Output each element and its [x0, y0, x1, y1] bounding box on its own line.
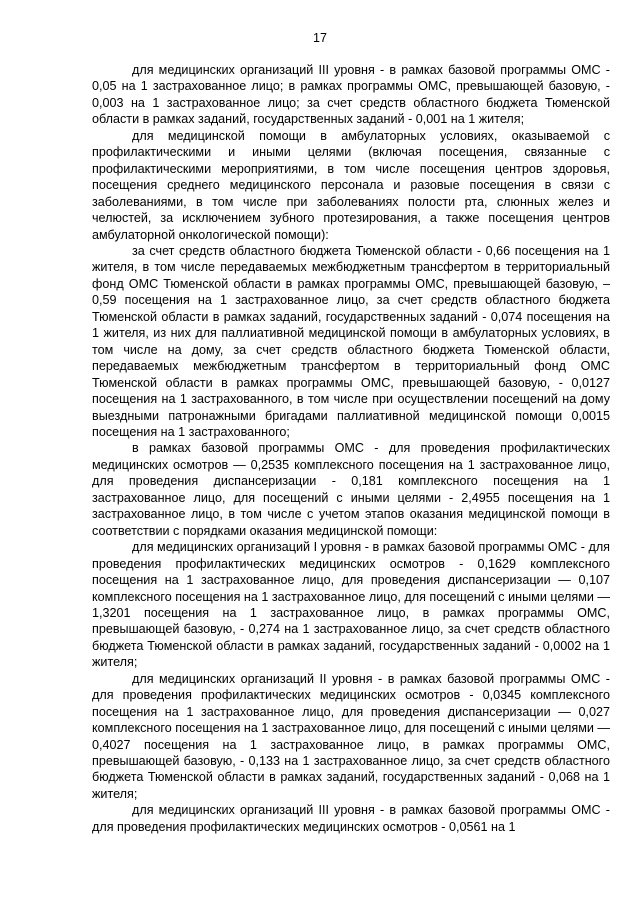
paragraph-base-program: в рамках базовой программы ОМС - для проведения профилактических медицинских осмотров — 0,2535 комплексного посещения на 1 застрахованное лицо, для проведения диспансеризации - 0,181 комплексного посещения на 1 застрахованное лицо, для посещений с иными целями - 2,4955 посещения на 1 застрахованное лицо, в том числе с учетом этапов оказания медицинской помощи в соответствии с порядками оказания медицинской помощи:	[92, 441, 610, 538]
paragraph-regional-budget: за счет средств областного бюджета Тюменской области - 0,66 посещения на 1 жителя, в том числе передаваемых межбюджетным трансфертом в территориальный фонд ОМС Тюменской области в рамках программы ОМС, превышающей базовую, – 0,59 посещения на 1 застрахованное лицо, за счет средств областного бюджета Тюменской области в рамках заданий, государственных заданий - 0,074 посещения на 1 жителя, из них для паллиативной медицинской помощи в амбулаторных условиях, в том числе на дому, за счет средств областного бюджета Тюменской области, передаваемых межбюджетным трансфертом в территориальный фонд ОМС Тюменской области в рамках программы ОМС, превышающей базовую, - 0,0127 посещения на 1 застрахованного, в том числе при осуществлении посещений на дому выездными патронажными бригадами паллиативной медицинской помощи 0,0015 посещения на 1 застрахованного;	[92, 243, 610, 439]
paragraph-level2: для медицинских организаций II уровня - в рамках базовой программы ОМС - для проведения профилактических медицинских осмотров - 0,0345 комплексного посещения на 1 застрахованное лицо, для проведения диспансеризации — 0,027 комплексного посещения на 1 застрахованное лицо, для посещений с иными целями — 0,4027 посещения на 1 застрахованное лицо, в рамках программы ОМС, превышающей базовую, - 0,133 на 1 застрахованное лицо, за счет средств областного бюджета Тюменской области в рамках заданий, государственных заданий - 0,068 на 1 жителя;	[92, 671, 610, 801]
paragraph-level1: для медицинских организаций I уровня - в рамках базовой программы ОМС - для проведения профилактических медицинских осмотров - 0,1629 комплексного посещения на 1 застрахованное лицо, для проведения диспансеризации — 0,107 комплексного посещения на 1 застрахованное лицо, для посещений с иными целями — 1,3201 посещения на 1 застрахованное лицо, в рамках программы ОМС, превышающей базовую, - 0,274 на 1 застрахованное лицо, за счет средств областного бюджета Тюменской области в рамках заданий, государственных заданий - 0,0002 на 1 жителя;	[92, 540, 610, 670]
paragraph-level3: для медицинских организаций III уровня - в рамках базовой программы ОМС - для проведения профилактических медицинских осмотров - 0,0561 на 1	[92, 803, 610, 834]
paragraph-ambulatory-care: для медицинской помощи в амбулаторных условиях, оказываемой с профилактическими и иными целями (включая посещения, связанные с профилактическими мероприятиями, в том числе посещения центров здоровья, посещения среднего медицинского персонала и разовые посещения в связи с заболеваниями, в том числе при заболеваниях полости рта, слюнных желез и челюстей, за исключением зубного протезирования, а также посещения центров амбулаторной онкологической помощи):	[92, 128, 610, 242]
page-number: 17	[313, 31, 327, 45]
document-body	[92, 62, 610, 835]
paragraph-level3-previous: для медицинских организаций III уровня - в рамках базовой программы ОМС - 0,05 на 1 застрахованное лицо; в рамках программы ОМС, превышающей базовую, - 0,003 на 1 застрахованное лицо; за счет средств областного бюджета Тюменской области в рамках заданий, государственных заданий - 0,001 на 1 жителя;	[92, 63, 610, 127]
